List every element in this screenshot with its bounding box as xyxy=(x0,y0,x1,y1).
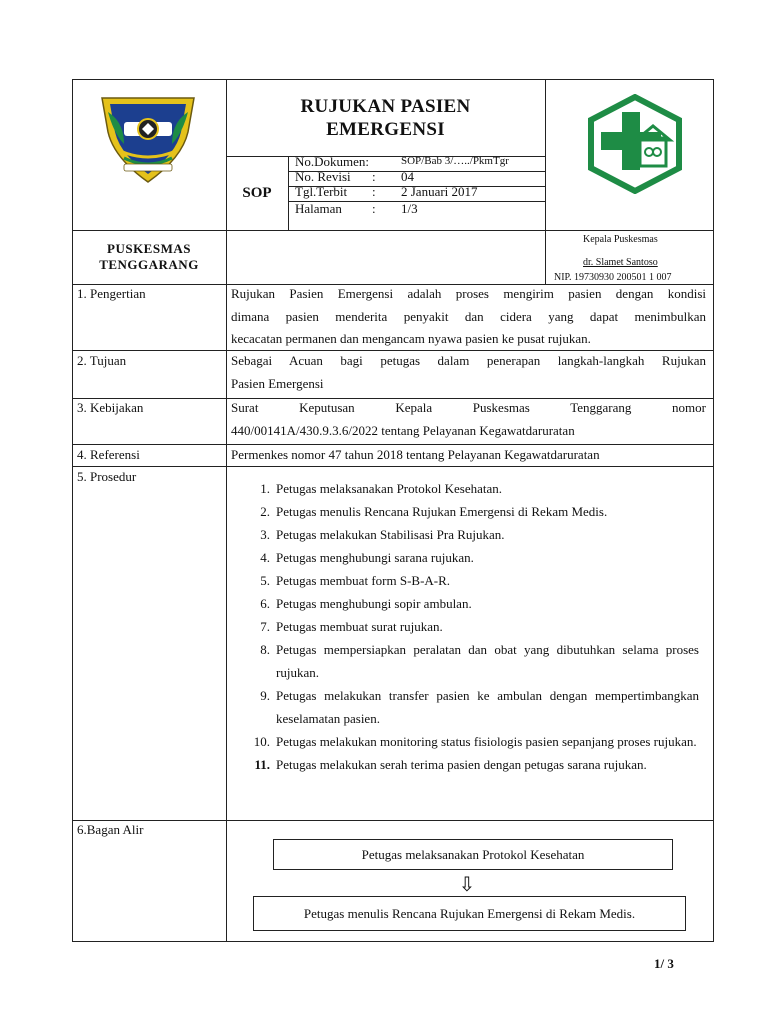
head-nip: NIP. 19730930 200501 1 007 xyxy=(554,272,672,283)
meta-date-value: 2 Januari 2017 xyxy=(401,184,478,199)
section-label-prosedur: 5. Prosedur xyxy=(77,469,137,484)
meta-doc-label: No.Dokumen: xyxy=(295,154,370,169)
section-label-referensi: 4. Referensi xyxy=(77,447,140,462)
puskesmas-logo xyxy=(584,94,686,194)
row-divider-referensi xyxy=(72,466,714,467)
list-item: 8. Petugas mempersiapkan peralatan dan obat yang dibutuhkan selama proses rujukan. xyxy=(260,642,699,680)
pengertian-line-3: kecacatan permanen dan mengancam nyawa pasien ke pusat rujukan. xyxy=(231,331,591,346)
meta-page-value: 1/3 xyxy=(401,201,418,216)
flow-box-2-label: Petugas menulis Rencana Rujukan Emergensi di Rekam Medis. xyxy=(303,905,636,921)
list-item: 2. Petugas menulis Rencana Rujukan Emergensi di Rekam Medis. xyxy=(260,504,608,519)
tujuan-line-1: Sebagai Acuan bagi petugas dalam penerapan langkah-langkah Rujukan xyxy=(231,353,706,368)
list-item: 6. Petugas menghubungi sopir ambulan. xyxy=(260,596,472,611)
list-item: 7. Petugas membuat surat rujukan. xyxy=(260,619,443,634)
head-name: dr. Slamet Santoso xyxy=(583,257,658,268)
list-item: 4. Petugas menghubungi sarana rujukan. xyxy=(260,550,474,565)
kebijakan-line-1: Surat Keputusan Kepala Puskesmas Tenggarang nomor xyxy=(231,400,706,415)
list-item: 10. Petugas melakukan monitoring status fisiologis pasien sepanjang proses rujukan. xyxy=(253,734,697,749)
section-label-bagan-alir: 6.Bagan Alir xyxy=(77,822,144,837)
kebijakan-line-2: 440/00141A/430.9.3.6/2022 tentang Pelayanan Kegawatdaruratan xyxy=(231,423,575,438)
logo-divider xyxy=(545,79,546,285)
section-label-tujuan: 2. Tujuan xyxy=(77,353,127,368)
meta-date-label: Tgl.Terbit xyxy=(295,184,348,199)
meta-page-label: Halaman xyxy=(295,201,342,216)
flow-box-2 xyxy=(253,896,686,931)
meta-date-sep: : xyxy=(372,184,376,199)
list-item: 11. Petugas melakukan serah terima pasien dengan petugas sarana rujukan. xyxy=(254,757,647,772)
list-item: 1. Petugas melaksanakan Protokol Kesehatan. xyxy=(260,481,502,496)
table-bottom-border xyxy=(72,941,714,942)
tujuan-line-2: Pasien Emergensi xyxy=(231,376,324,391)
title-line-2: EMERGENSI xyxy=(326,119,445,140)
list-item: 9. Petugas melakukan transfer pasien ke ambulan dengan mempertimbangkan keselamatan pasien. xyxy=(260,688,699,726)
sop-divider xyxy=(288,156,289,231)
meta-doc-value: SOP/Bab 3/…../PkmTgr xyxy=(401,155,509,167)
section-label-pengertian: 1. Pengertian xyxy=(77,286,146,301)
pengertian-line-2: dimana pasien menderita penyakit dan cidera yang dapat menimbulkan xyxy=(231,309,706,324)
section-label-kebijakan: 3. Kebijakan xyxy=(77,400,144,415)
referensi-line-1: Permenkes nomor 47 tahun 2018 tentang Pelayanan Kegawatdaruratan xyxy=(231,447,600,462)
org-name-line-1: PUSKESMAS xyxy=(107,241,191,256)
meta-rev-label: No. Revisi xyxy=(295,169,351,184)
meta-rev-sep: : xyxy=(372,169,376,184)
flow-box-1 xyxy=(273,839,673,870)
table-right-border xyxy=(713,79,714,942)
regional-emblem-logo xyxy=(94,92,202,188)
org-name xyxy=(72,241,226,273)
flow-box-1-label: Petugas melaksanakan Protokol Kesehatan xyxy=(361,846,585,862)
table-top-border xyxy=(72,79,714,80)
list-item: 5. Petugas membuat form S-B-A-R. xyxy=(260,573,451,588)
table-left-border xyxy=(72,79,73,942)
pengertian-line-1: Rujukan Pasien Emergensi adalah proses mengirim pasien dengan kondisi xyxy=(231,286,706,301)
page-title xyxy=(226,95,545,141)
flow-arrow-icon: ⇩ xyxy=(458,872,476,896)
org-name-line-2: TENGGARANG xyxy=(99,257,199,272)
list-item: 3. Petugas melakukan Stabilisasi Pra Rujukan. xyxy=(260,527,505,542)
row-divider-prosedur xyxy=(72,820,714,821)
page-number: 1/ 3 xyxy=(654,956,674,971)
prosedur-list xyxy=(248,477,699,776)
meta-page-sep: : xyxy=(372,201,376,216)
meta-rev-value: 04 xyxy=(401,169,414,184)
title-line-1: RUJUKAN PASIEN xyxy=(300,96,471,117)
sop-label: SOP xyxy=(242,185,272,201)
head-title: Kepala Puskesmas xyxy=(583,234,658,245)
column-divider xyxy=(226,79,227,942)
